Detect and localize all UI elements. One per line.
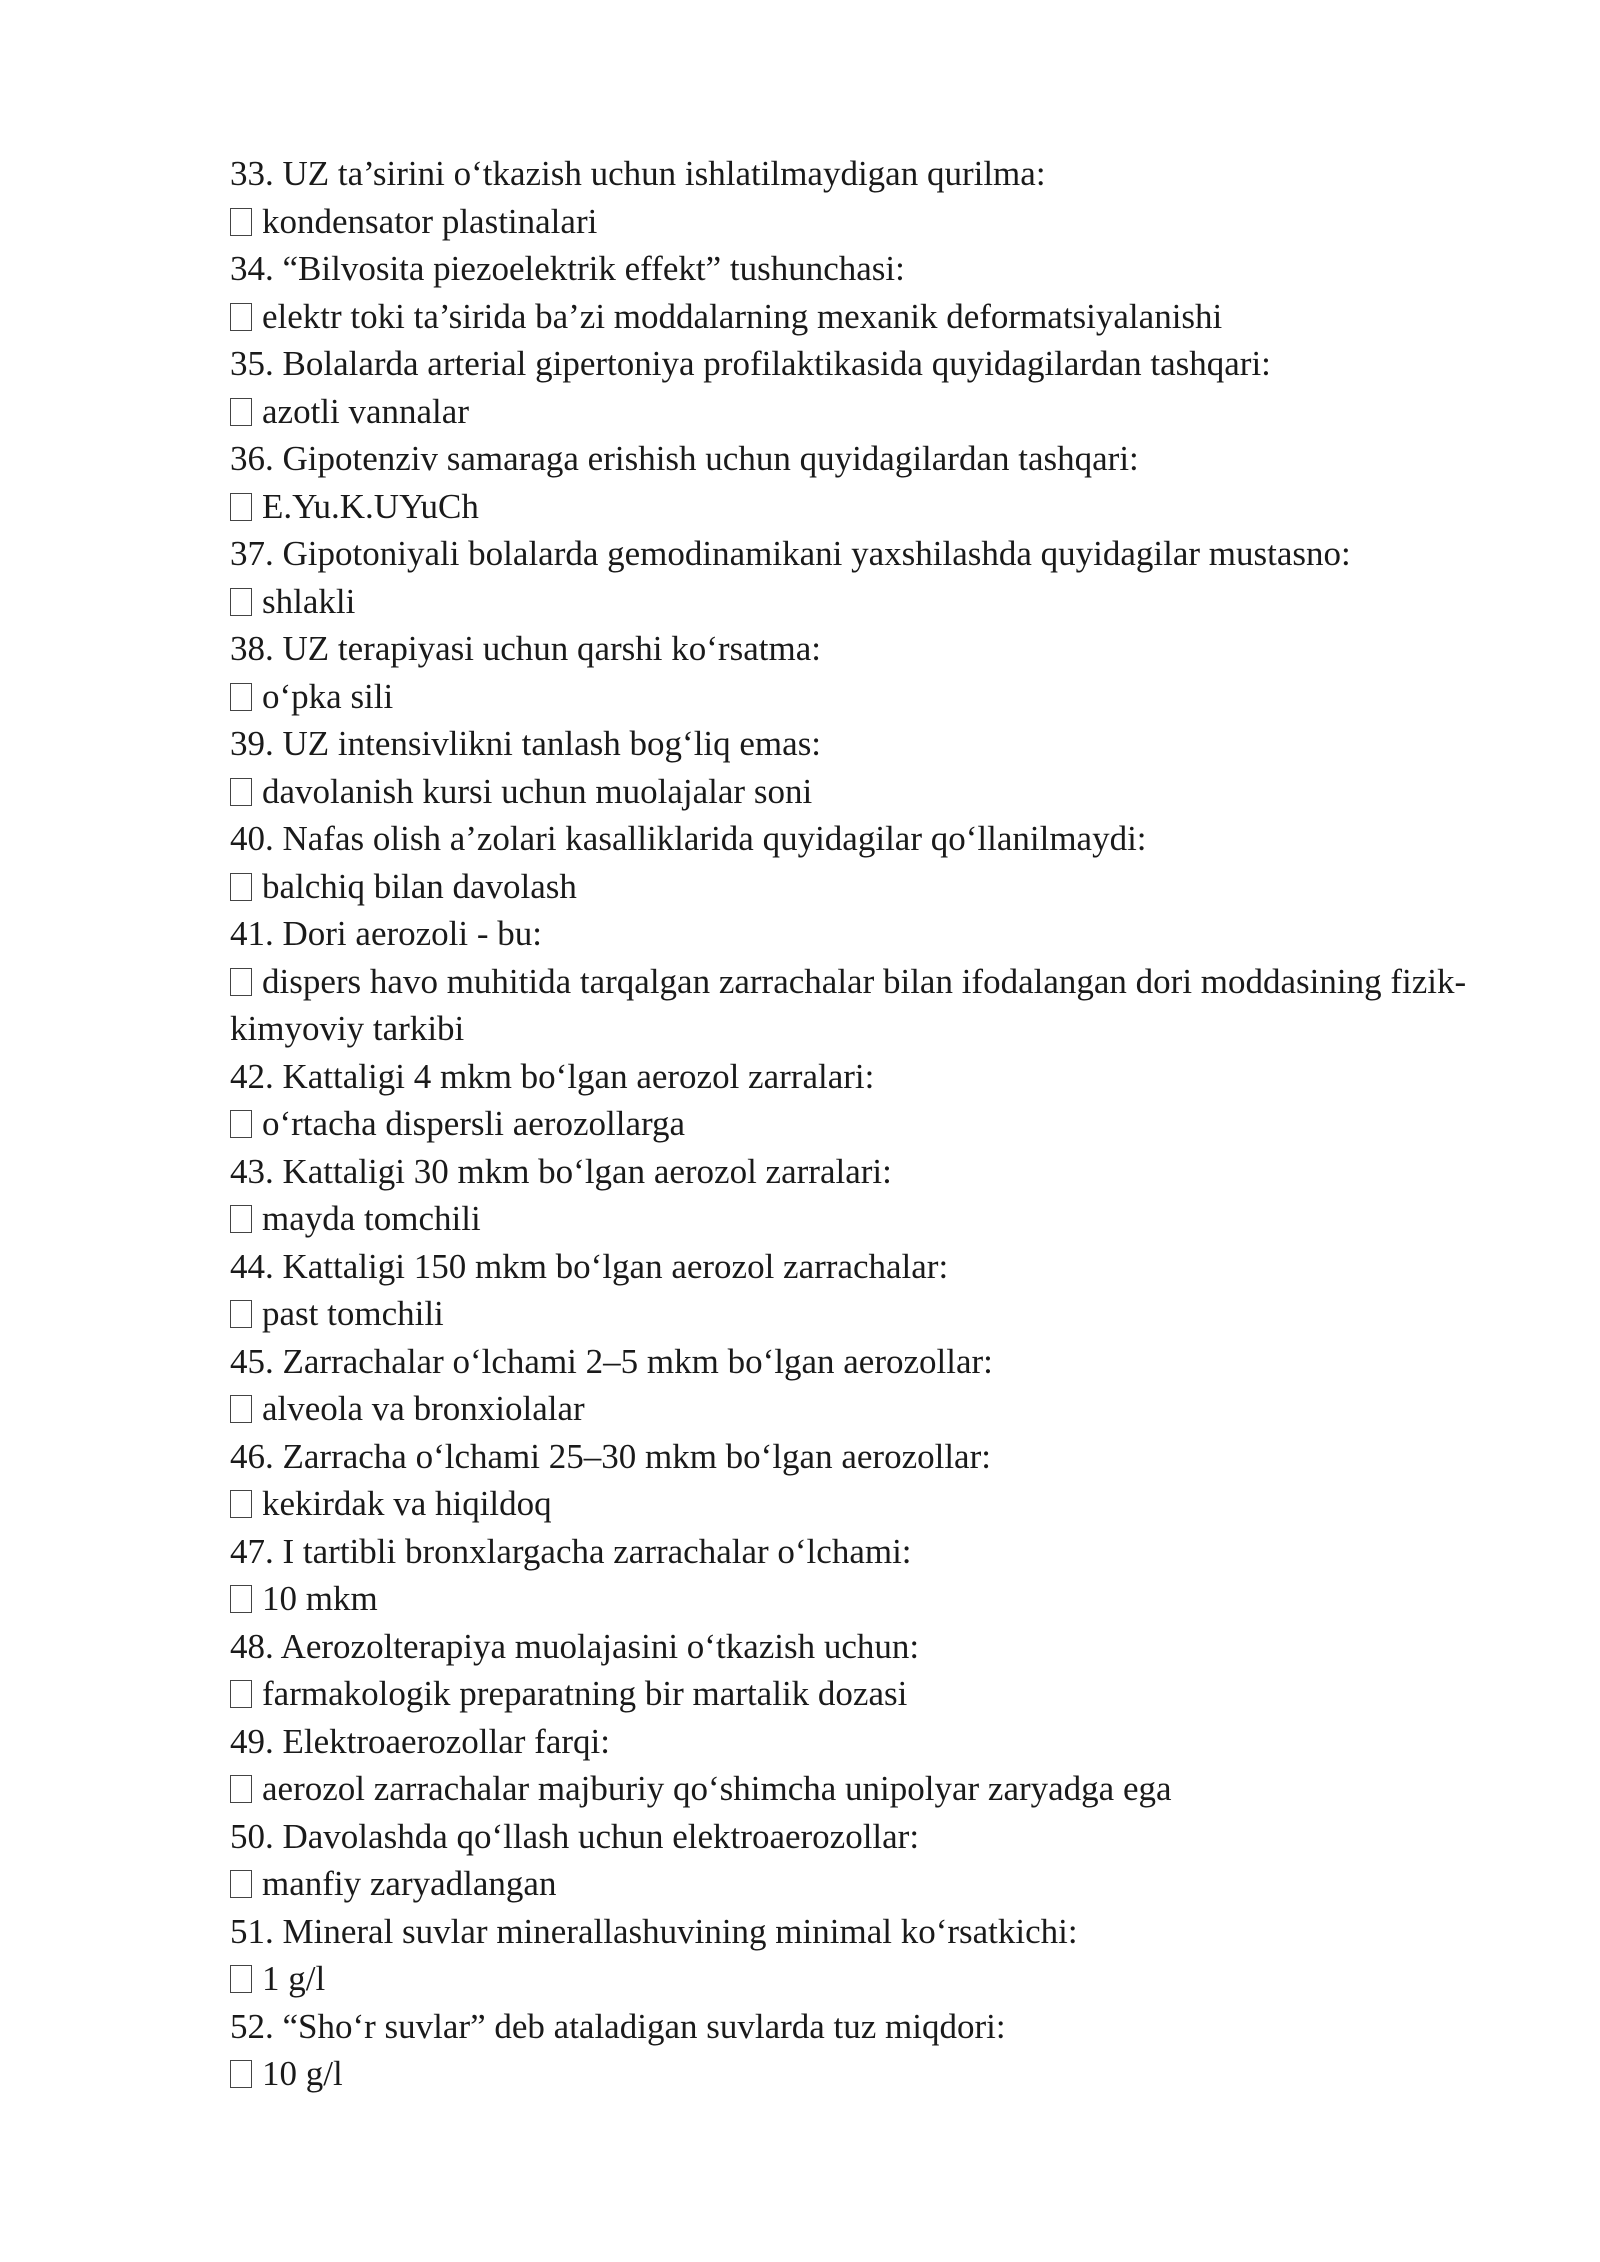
- checkbox-icon: [230, 873, 252, 901]
- question-text: 34. “Bilvosita piezoelektrik effekt” tushunchasi:: [230, 249, 905, 288]
- answer-text: elektr toki ta’sirida ba’zi moddalarning mexanik deformatsiyalanishi: [262, 296, 1223, 336]
- answer-row: [230, 1575, 1485, 1623]
- question-block-42: [230, 1053, 1485, 1148]
- answer-row: [230, 578, 1485, 626]
- answer-row: [230, 483, 1485, 531]
- answer-text: dispers havo muhitida tarqalgan zarrachalar bilan ifodalangan dori moddasining fizik-kimyoviy tarkibi: [230, 961, 1467, 1048]
- question-block-44: [230, 1243, 1485, 1338]
- question-text: 33. UZ ta’sirini o‘tkazish uchun ishlatilmaydigan qurilma:: [230, 154, 1046, 193]
- checkbox-icon: [230, 1965, 252, 1993]
- question-block-46: [230, 1433, 1485, 1528]
- checkbox-icon: [230, 1205, 252, 1233]
- question-block-49: [230, 1718, 1485, 1813]
- question-block-48: [230, 1623, 1485, 1718]
- question-text: 41. Dori aerozoli - bu:: [230, 914, 542, 953]
- answer-row: [230, 198, 1485, 246]
- checkbox-icon: [230, 1110, 252, 1138]
- question-block-34: [230, 245, 1485, 340]
- answer-row: [230, 388, 1485, 436]
- answer-text: 10 mkm: [262, 1579, 378, 1618]
- answer-row: [230, 1195, 1485, 1243]
- answer-text: E.Yu.K.UYuCh: [262, 486, 479, 526]
- question-block-47: [230, 1528, 1485, 1623]
- question-block-37: [230, 530, 1485, 625]
- question-text: 50. Davolashda qo‘llash uchun elektroaerozollar:: [230, 1816, 920, 1856]
- question-block-50: [230, 1813, 1485, 1908]
- checkbox-icon: [230, 2060, 252, 2088]
- answer-text: past tomchili: [262, 1294, 444, 1333]
- question-block-33: [230, 150, 1485, 245]
- checkbox-icon: [230, 683, 252, 711]
- checkbox-icon: [230, 1680, 252, 1708]
- question-text: 37. Gipotoniyali bolalarda gemodinamikani yaxshilashda quyidagilar mustasno:: [230, 534, 1351, 573]
- checkbox-icon: [230, 303, 252, 331]
- answer-text: shlakli: [262, 581, 356, 621]
- question-text: 38. UZ terapiyasi uchun qarshi ko‘rsatma:: [230, 629, 821, 668]
- answer-text: 10 g/l: [262, 2054, 343, 2093]
- answer-row: [230, 1860, 1485, 1908]
- question-block-38: [230, 625, 1485, 720]
- question-text: 39. UZ intensivlikni tanlash bog‘liq emas:: [230, 724, 822, 763]
- answer-text: mayda tomchili: [262, 1199, 481, 1238]
- answer-row: [230, 768, 1485, 816]
- answer-text: azotli vannalar: [262, 391, 469, 431]
- answer-row: [230, 2050, 1485, 2098]
- answer-text: alveola va bronxiolalar: [262, 1389, 585, 1428]
- checkbox-icon: [230, 1870, 252, 1898]
- checkbox-icon: [230, 778, 252, 806]
- question-text: 49. Elektroaerozollar farqi:: [230, 1721, 610, 1761]
- checkbox-icon: [230, 208, 252, 236]
- question-text: 52. “Sho‘r suvlar” deb ataladigan suvlarda tuz miqdori:: [230, 2006, 1006, 2046]
- question-text: 45. Zarrachalar o‘lchami 2–5 mkm bo‘lgan aerozollar:: [230, 1341, 993, 1381]
- answer-text: balchiq bilan davolash: [262, 866, 577, 906]
- question-block-35: [230, 340, 1485, 435]
- question-text: 43. Kattaligi 30 mkm bo‘lgan aerozol zarralari:: [230, 1151, 892, 1191]
- answer-row: [230, 1480, 1485, 1528]
- answer-row: [230, 673, 1485, 721]
- checkbox-icon: [230, 493, 252, 521]
- question-block-41: [230, 910, 1485, 1053]
- question-text: 36. Gipotenziv samaraga erishish uchun quyidagilardan tashqari:: [230, 439, 1139, 478]
- answer-row: [230, 1290, 1485, 1338]
- question-block-52: [230, 2003, 1485, 2098]
- question-text: 51. Mineral suvlar minerallashuvining minimal ko‘rsatkichi:: [230, 1911, 1078, 1951]
- checkbox-icon: [230, 1490, 252, 1518]
- checkbox-icon: [230, 398, 252, 426]
- answer-row: [230, 958, 1485, 1053]
- checkbox-icon: [230, 1395, 252, 1423]
- question-text: 40. Nafas olish a’zolari kasalliklarida quyidagilar qo‘llanilmaydi:: [230, 819, 1147, 858]
- question-block-39: [230, 720, 1485, 815]
- checkbox-icon: [230, 1585, 252, 1613]
- question-text: 47. I tartibli bronxlargacha zarrachalar o‘lchami:: [230, 1531, 912, 1571]
- question-text: 35. Bolalarda arterial gipertoniya profilaktikasida quyidagilardan tashqari:: [230, 344, 1271, 383]
- answer-row: [230, 1955, 1485, 2003]
- answer-text: kekirdak va hiqildoq: [262, 1484, 552, 1523]
- question-text: 44. Kattaligi 150 mkm bo‘lgan aerozol zarrachalar:: [230, 1246, 949, 1286]
- question-text: 42. Kattaligi 4 mkm bo‘lgan aerozol zarralari:: [230, 1056, 875, 1096]
- question-block-40: [230, 815, 1485, 910]
- answer-row: [230, 1670, 1485, 1718]
- question-block-43: [230, 1148, 1485, 1243]
- question-block-36: [230, 435, 1485, 530]
- question-text: 48. Aerozolterapiya muolajasini o‘tkazish uchun:: [230, 1626, 920, 1666]
- answer-text: o‘pka sili: [262, 676, 394, 716]
- checkbox-icon: [230, 588, 252, 616]
- answer-row: [230, 863, 1485, 911]
- answer-row: [230, 1385, 1485, 1433]
- question-block-45: [230, 1338, 1485, 1433]
- answer-row: [230, 293, 1485, 341]
- checkbox-icon: [230, 968, 252, 996]
- answer-text: davolanish kursi uchun muolajalar soni: [262, 771, 813, 811]
- checkbox-icon: [230, 1775, 252, 1803]
- answer-text: 1 g/l: [262, 1959, 326, 1998]
- answer-text: farmakologik preparatning bir martalik dozasi: [262, 1674, 908, 1713]
- answer-row: [230, 1765, 1485, 1813]
- answer-text: manfiy zaryadlangan: [262, 1864, 557, 1903]
- answer-row: [230, 1100, 1485, 1148]
- checkbox-icon: [230, 1300, 252, 1328]
- answer-text: o‘rtacha dispersli aerozollarga: [262, 1104, 686, 1143]
- question-text: 46. Zarracha o‘lchami 25–30 mkm bo‘lgan aerozollar:: [230, 1436, 991, 1476]
- question-block-51: [230, 1908, 1485, 2003]
- answer-text: kondensator plastinalari: [262, 201, 598, 241]
- question-list: [230, 150, 1485, 2098]
- answer-text: aerozol zarrachalar majburiy qo‘shimcha unipolyar zaryadga ega: [262, 1769, 1172, 1808]
